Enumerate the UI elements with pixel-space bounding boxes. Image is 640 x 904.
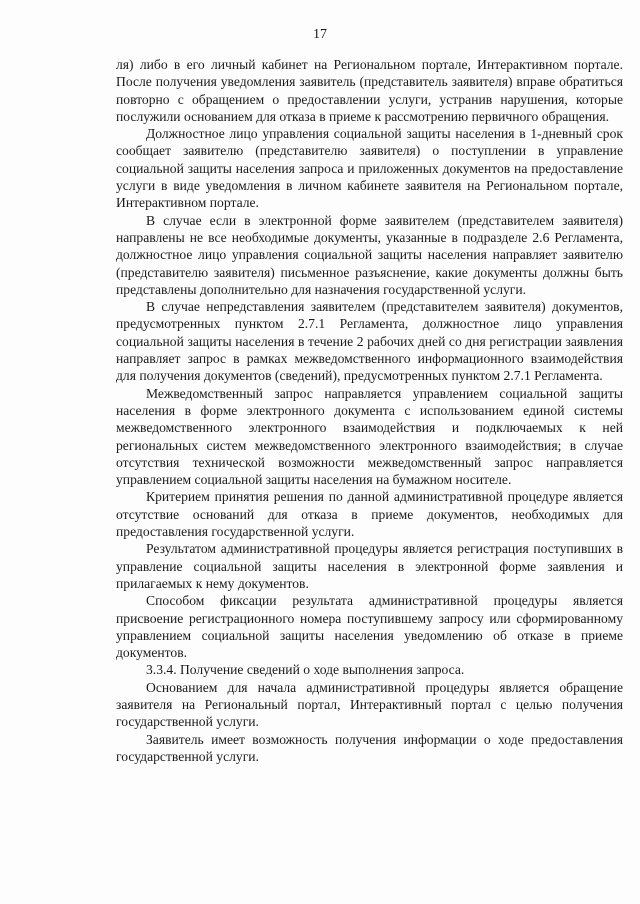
document-body (116, 56, 623, 765)
paragraph: В случае непредставления заявителем (представителем заявителя) документов, предусмотренных пунктом 2.7.1 Регламента, должностное лицо управления социальной защиты населения в течение 2 рабочих дней со дня регистрации заявления направляет запрос в рамках межведомственного информационного взаимодействия для получения документов (сведений), предусмотренных пунктом 2.7.1 Регламента. (116, 299, 623, 384)
paragraph: Критерием принятия решения по данной административной процедуре является отсутствие оснований для отказа в приеме документов, необходимых для предоставления государственной услуги. (116, 489, 623, 540)
paragraph: Должностное лицо управления социальной защиты населения в 1-дневный срок сообщает заявителю (представителю заявителя) о поступлении в управление социальной защиты населения запроса и приложенных документов на предоставление услуги в виде уведомления в личном кабинете заявителя на Региональном портале, Интерактивном портале. (116, 126, 623, 211)
paragraph: Заявитель имеет возможность получения информации о ходе предоставления государственной услуги. (116, 731, 623, 764)
paragraph-continuation: ля) либо в его личный кабинет на Региональном портале, Интерактивном портале. После получения уведомления заявитель (представитель заявителя) вправе обратиться повторно с обращением о предоставлении услуги, устранив нарушения, которые послужили основанием для отказа в приеме к рассмотрению первичного обращения. (116, 57, 623, 124)
paragraph: В случае если в электронной форме заявителем (представителем заявителя) направлены не все необходимые документы, указанные в подразделе 2.6 Регламента, должностное лицо управления социальной защиты населения направляет заявителю (представителю заявителя) письменное разъяснение, какие документы должны быть представлены дополнительно для назначения государственной услуги. (116, 212, 623, 297)
paragraph: Результатом административной процедуры является регистрация поступивших в управление социальной защиты населения в электронной форме заявления и прилагаемых к нему документов. (116, 541, 623, 591)
paragraph: Основанием для начала административной процедуры является обращение заявителя на Региональный портал, Интерактивный портал с целью получения государственной услуги. (116, 679, 623, 730)
paragraph: Способом фиксации результата административной процедуры является присвоение регистрационного номера поступившему запросу или сформированному управлением социальной защиты населения уведомлению об отказе в приеме документов. (116, 593, 623, 661)
paragraph: Межведомственный запрос направляется управлением социальной защиты населения в форме электронного документа с использованием единой системы межведомственного электронного взаимодействия и подключаемых к ней региональных систем межведомственного электронного взаимодействия; в случае отсутствия технической возможности межведомственный запрос направляется управлением социальной защиты населения на бумажном носителе. (116, 385, 623, 488)
page-number: 17 (313, 27, 327, 42)
section-heading: 3.3.4. Получение сведений о ходе выполнения запроса. (146, 662, 465, 678)
